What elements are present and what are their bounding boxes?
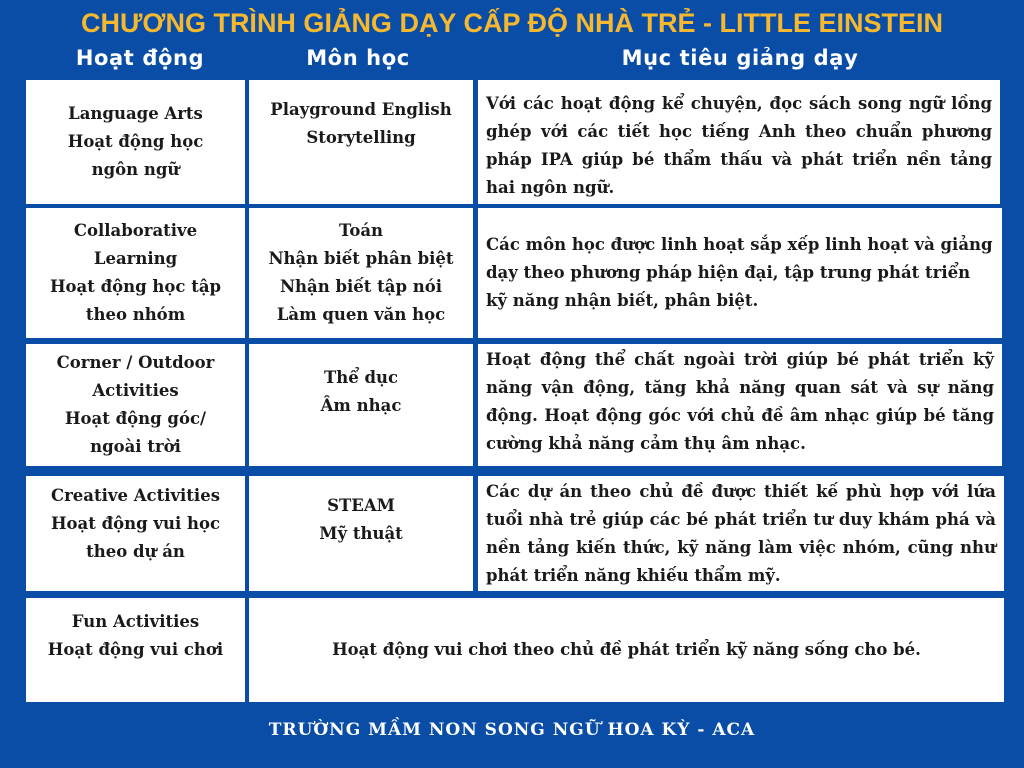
- row-4-goal-cell: [478, 476, 1004, 591]
- goal-text: Hoạt động vui chơi theo chủ đề phát triển kỹ năng sống cho bé.: [332, 640, 921, 659]
- row-3-subject-cell: [249, 344, 473, 466]
- subject-line: STEAM: [327, 496, 395, 515]
- row-1-activity-cell: [26, 80, 245, 204]
- activity-line: Hoạt động vui học: [50, 514, 221, 533]
- row-2-subject-cell: [249, 208, 473, 338]
- activity-line: theo dự án: [86, 542, 185, 561]
- row-5-activity-cell: [26, 598, 245, 702]
- activity-line: ngôn ngữ: [91, 160, 180, 179]
- column-header-goal: Mục tiêu giảng dạy: [621, 46, 859, 70]
- row-4-activity-cell: [26, 476, 245, 591]
- row-5-goal-cell: [249, 598, 1004, 702]
- subject-line: Nhận biết phân biệt: [268, 249, 454, 268]
- page-title: CHƯƠNG TRÌNH GIẢNG DẠY CẤP ĐỘ NHÀ TRẺ - LITTLE EINSTEIN: [81, 8, 943, 38]
- row-1-subject-cell: [249, 80, 473, 204]
- activity-line: Learning: [93, 249, 178, 268]
- goal-text: Hoạt động thể chất ngoài trời giúp bé phát triển kỹ năng vận động, tăng khả năng quan sát và sự năng động. Hoạt động góc với chủ đề âm nhạc giúp bé tăng cường khả năng cảm thụ âm nhạc.: [486, 350, 994, 453]
- activity-line: Hoạt động vui chơi: [47, 640, 224, 659]
- activity-line: Hoạt động góc/: [64, 409, 207, 428]
- subject-line: Nhận biết tập nói: [279, 277, 443, 296]
- subject-line: Toán: [338, 221, 384, 240]
- activity-line: Hoạt động học tập: [49, 277, 222, 296]
- activity-line: Collaborative: [73, 221, 198, 240]
- row-1-goal-cell: [478, 80, 1000, 204]
- activity-line: Hoạt động học: [67, 132, 204, 151]
- goal-text: Các môn học được linh hoạt sắp xếp linh hoạt và giảng dạy theo phương pháp hiện đại, tập trung phát triển kỹ năng nhận biết, phân biệt.: [486, 235, 993, 310]
- column-header-activity: Hoạt động: [75, 46, 205, 70]
- subject-line: Playground English: [270, 100, 452, 119]
- column-header-subject: Môn học: [306, 46, 410, 70]
- activity-line: Activities: [92, 381, 179, 400]
- activity-line: Fun Activities: [71, 612, 200, 631]
- goal-text: Với các hoạt động kể chuyện, đọc sách song ngữ lồng ghép với các tiết học tiếng Anh theo chuẩn phương pháp IPA giúp bé thẩm thấu và phát triển nền tảng hai ngôn ngữ.: [486, 94, 992, 197]
- activity-line: theo nhóm: [85, 305, 186, 324]
- goal-text: Các dự án theo chủ đề được thiết kế phù hợp với lứa tuổi nhà trẻ giúp các bé phát triển tư duy khám phá và nền tảng kiến thức, kỹ năng làm việc nhóm, cũng như phát triển năng khiếu thẩm mỹ.: [486, 482, 996, 585]
- activity-line: Creative Activities: [50, 486, 220, 505]
- subject-line: Mỹ thuật: [319, 524, 403, 543]
- row-4-subject-cell: [249, 476, 473, 591]
- subject-line: Storytelling: [306, 128, 416, 147]
- subject-line: Âm nhạc: [320, 396, 402, 415]
- activity-line: ngoài trời: [90, 437, 181, 456]
- school-footer: TRƯỜNG MẦM NON SONG NGỮ HOA KỲ - ACA: [268, 720, 756, 740]
- subject-line: Thể dục: [323, 368, 399, 387]
- row-3-activity-cell: [26, 344, 245, 466]
- activity-line: Corner / Outdoor: [56, 353, 215, 372]
- row-3-goal-cell: [478, 344, 1002, 466]
- row-2-goal-cell: [478, 208, 1002, 338]
- row-2-activity-cell: [26, 208, 245, 338]
- subject-line: Làm quen văn học: [276, 305, 446, 324]
- activity-line: Language Arts: [68, 104, 203, 123]
